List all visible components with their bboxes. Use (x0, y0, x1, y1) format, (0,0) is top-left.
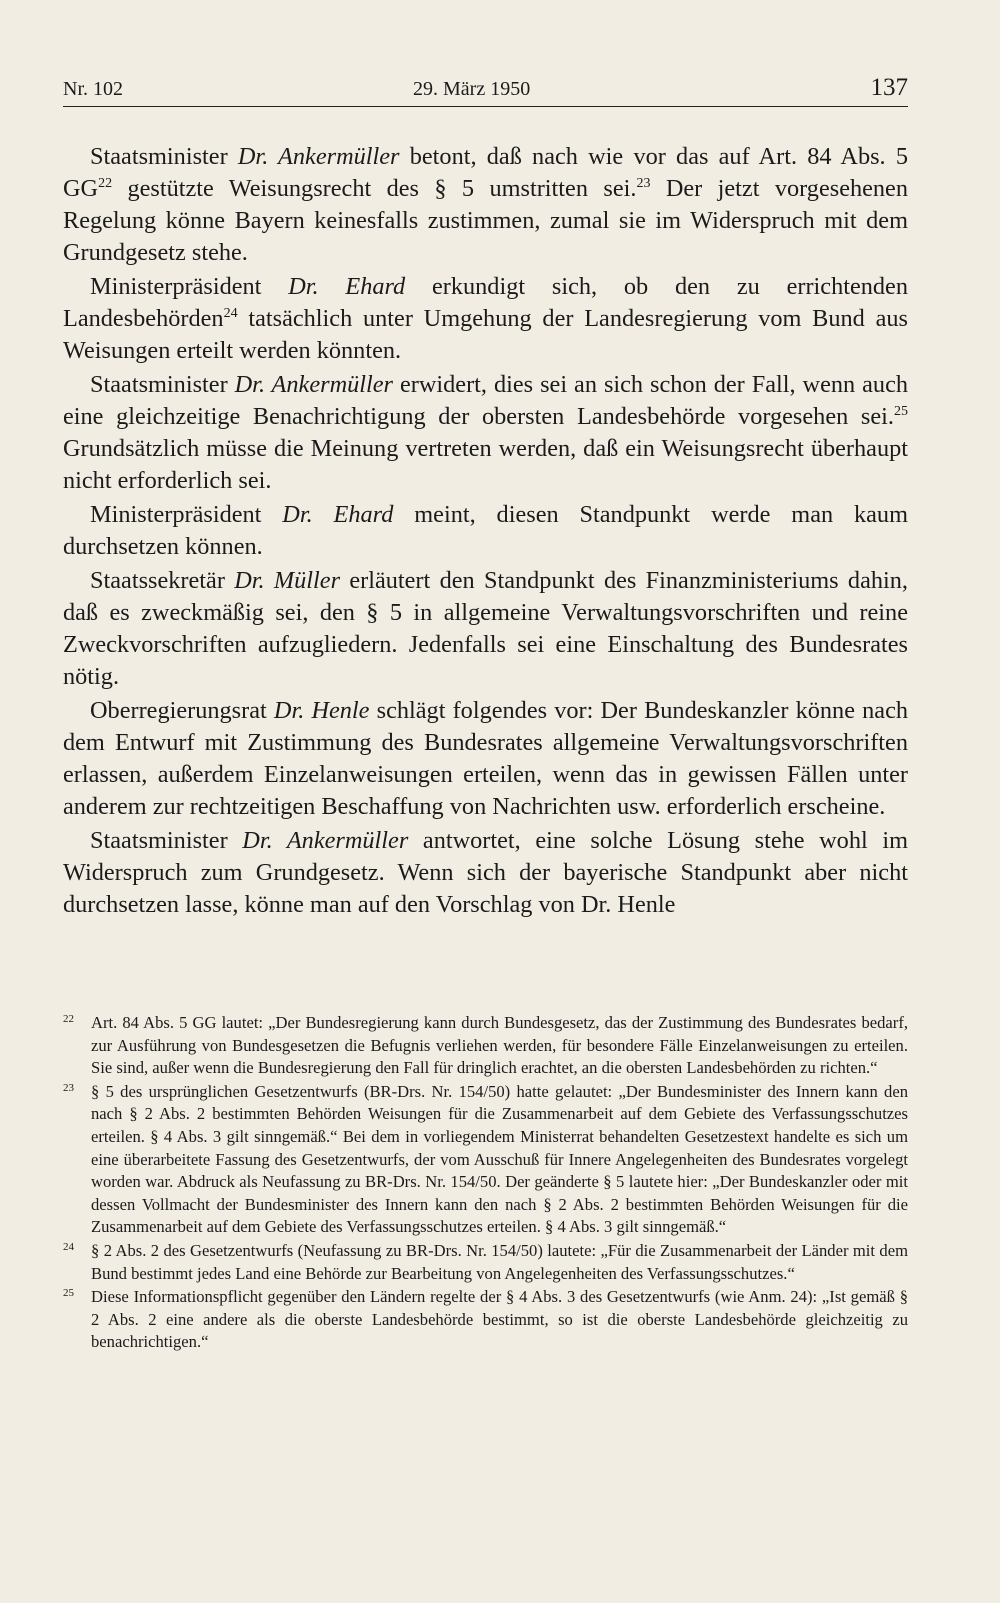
paragraph-text: erkundigt sich, ob den zu errichtenden Landesbehörden (63, 273, 908, 332)
page-header (63, 74, 908, 106)
footnote-reference: 24 (223, 306, 238, 321)
footnote-reference: 22 (98, 176, 113, 191)
paragraph (63, 271, 908, 367)
footnote-number: 24 (63, 1240, 74, 1253)
paragraph-text: Der jetzt vorgesehenen Regelung könne Bayern keinesfalls zustimmen, zumal sie im Widerspruch mit dem Grundgesetz stehe. (63, 175, 908, 266)
footnote-text: § 5 des ursprünglichen Gesetzentwurfs (BR-Drs. Nr. 154/50) hatte gelautet: „Der Bundesminister des Innern kann den nach § 2 Abs. 2 bestimmten Behörden Weisungen für die Zusammenarbeit auf dem Gebiete des Verfassungsschutzes erteilen. § 4 Abs. 3 gilt sinngemäß.“ Bei dem in vorliegendem Ministerrat behandelten Gesetzestext handelte es sich um eine überarbeitete Fassung des Gesetzentwurfs, der vom Ausschuß für Innere Angelegenheiten des Bundesrates vorgelegt worden war. Abdruck als Neufassung zu BR-Drs. Nr. 154/50. Der geänderte § 5 lautete hier: „Der Bundeskanzler oder mit dessen Vollmacht der Bundesminister des Innern kann den nach § 2 Abs. 2 bestimmten Behörden Weisungen für die Zusammenarbeit auf dem Gebiete des Verfassungsschutzes erteilen. § 4 Abs. 3 gilt sinngemäß.“ (91, 1081, 908, 1237)
paragraph (63, 141, 908, 269)
speaker-name: Dr. Ehard (288, 273, 406, 300)
speaker-title: Oberregierungsrat (90, 697, 274, 724)
footnote-number: 23 (63, 1081, 74, 1094)
footnote-reference: 25 (894, 404, 908, 419)
paragraph-text: erwidert, dies sei an sich schon der Fall, wenn auch eine gleichzeitige Benachrichtigung der obersten Landesbehörde vorgesehen sei. (63, 371, 908, 430)
footnote (63, 1081, 908, 1239)
footnote-text: § 2 Abs. 2 des Gesetzentwurfs (Neufassung zu BR-Drs. Nr. 154/50) lautete: „Für die Zusammenarbeit der Länder mit dem Bund bestimmt jedes Land eine Behörde zur Bearbeitung von Angelegenheiten des Verfassungsschutzes.“ (91, 1240, 908, 1283)
paragraph-text: gestützte Weisungsrecht des § 5 umstritten sei. (112, 175, 637, 202)
main-text (63, 141, 908, 923)
paragraph (63, 695, 908, 823)
footnote (63, 1286, 908, 1354)
speaker-title: Ministerpräsident (90, 273, 289, 300)
speaker-title: Staatsminister (90, 143, 238, 170)
footnote (63, 1012, 908, 1080)
footnote-reference: 23 (636, 176, 651, 191)
paragraph-text: betont, daß nach wie vor das auf Art. 84 Abs. 5 GG (63, 143, 909, 202)
document-date: 29. März 1950 (413, 78, 531, 100)
speaker-title: Staatsminister (90, 827, 243, 854)
footnote-number: 22 (63, 1013, 74, 1025)
paragraph (63, 825, 908, 921)
speaker-name: Dr. Müller (234, 567, 341, 594)
footnote (63, 1240, 908, 1285)
speaker-title: Staatssekretär (90, 567, 235, 594)
footnote-text: Diese Informationspflicht gegenüber den Ländern regelte der § 4 Abs. 3 des Gesetzentwurfs (wie Anm. 24): „Ist gemäß § 2 Abs. 2 eine andere als die oberste Landesbehörde bestimmt, so ist die oberste Landesbehörde gleichzeitig zu benachrichtigen.“ (91, 1287, 908, 1352)
speaker-name: Dr. Ehard (282, 501, 394, 528)
paragraph-text: antwortet, eine solche Lösung stehe wohl im Widerspruch zum Grundgesetz. Wenn sich der bayerische Standpunkt aber nicht durchsetzen lasse, könne man auf den Vorschlag von Dr. Henle (63, 827, 908, 918)
paragraph-text: schlägt folgendes vor: Der Bundeskanzler könne nach dem Entwurf mit Zustimmung des Bundesrates allgemeine Verwaltungsvorschriften erlassen, außerdem Einzelanweisungen erteilen, wenn das in gewissen Fällen unter anderem zur rechtzeitigen Beschaffung von Nachrichten usw. erforderlich erscheine. (63, 697, 908, 820)
speaker-name: Dr. Ankermüller (237, 143, 400, 170)
footnotes (63, 1012, 908, 1355)
speaker-title: Staatsminister (90, 371, 235, 398)
paragraph (63, 565, 908, 693)
paragraph-text: erläutert den Standpunkt des Finanzministeriums dahin, daß es zweckmäßig sei, den § 5 in allgemeine Verwaltungsvorschriften und reine Zweckvorschriften aufzugliedern. Jedenfalls sei eine Einschaltung des Bundesrates nötig. (63, 567, 908, 690)
footnote-text: Art. 84 Abs. 5 GG lautet: „Der Bundesregierung kann durch Bundesgesetz, das der Zustimmung des Bundesrates bedarf, zur Ausführung von Bundesgesetzen die Befugnis verliehen werden, für besondere Fälle Einzelanweisungen zu erteilen. Sie sind, außer wenn die Bundesregierung den Fall für dringlich erachtet, an die obersten Landesbehörden zu richten.“ (91, 1013, 908, 1078)
speaker-name: Dr. Ankermüller (234, 371, 394, 398)
paragraph-text: tatsächlich unter Umgehung der Landesregierung vom Bund aus Weisungen erteilt werden könnten. (63, 305, 908, 364)
header-rule (63, 106, 908, 107)
speaker-title: Ministerpräsident (90, 501, 283, 528)
document-number: Nr. 102 (63, 78, 123, 100)
speaker-name: Dr. Henle (273, 697, 370, 724)
speaker-name: Dr. Ankermüller (242, 827, 409, 854)
page-number: 137 (870, 74, 908, 101)
paragraph (63, 499, 908, 563)
footnote-number: 25 (63, 1287, 74, 1300)
paragraph (63, 369, 908, 497)
paragraph-text: Grundsätzlich müsse die Meinung vertreten werden, daß ein Weisungsrecht überhaupt nicht erforderlich sei. (63, 435, 908, 494)
paragraph-text: meint, diesen Standpunkt werde man kaum durchsetzen können. (63, 501, 908, 560)
